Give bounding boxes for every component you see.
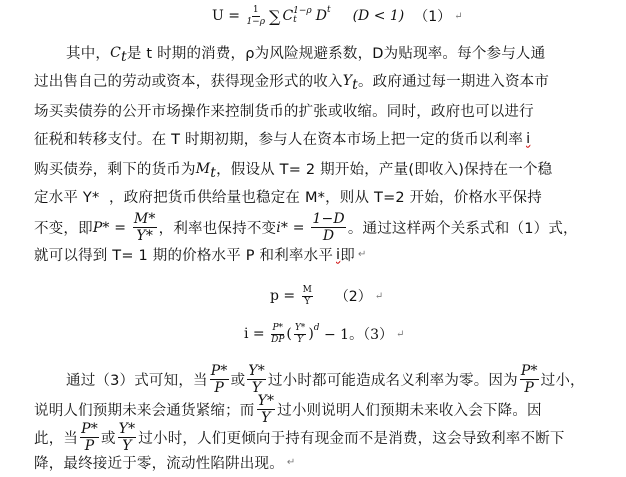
eq1-label: （1） (414, 9, 452, 25)
eq1-frac-num: 1 (252, 4, 259, 15)
eq3-paren-close: ) (308, 326, 314, 342)
text-run: 不变，即 (34, 221, 93, 237)
text-run: 定水平 Y* ，政府把货币供给量也稳定在 M*，则从 T=2 开始，价格水平保持 (34, 190, 542, 206)
text-run: 过小， (540, 373, 585, 389)
eq1-condition: (D < 1) (352, 8, 405, 24)
eq3-frac-num: Y* (294, 322, 306, 333)
eq2-label: （2） (334, 289, 372, 305)
text-run: 过小时，人们更倾向于持有现金而不是消费，这会导致利率不断下 (138, 431, 565, 447)
para1-line6 (34, 186, 542, 207)
math-fraction (520, 364, 539, 395)
math-i: i* = (276, 219, 310, 236)
math-sub: t (121, 48, 127, 65)
math-p: P* = (92, 219, 131, 236)
eq1-c-sub: t (293, 15, 297, 25)
text-run: 此，当 (34, 431, 79, 447)
para1-line1 (66, 42, 545, 63)
eq1-d-sup: t (326, 5, 331, 15)
frac-num: Y* (257, 393, 275, 409)
return-mark-icon: ↵ (374, 290, 384, 302)
eq2-fraction (302, 286, 313, 307)
return-mark-icon: ↵ (357, 249, 367, 260)
eq3-paren-open: ( (286, 326, 292, 342)
text-run: 购买债券，剩下的货币为 (34, 162, 196, 178)
para2-line3 (34, 422, 565, 453)
return-mark-icon: ↵ (286, 457, 296, 468)
eq1-c-scripts (293, 7, 312, 25)
eq2-frac-num: M (302, 284, 312, 295)
math-sub: t (210, 164, 217, 181)
eq2-lhs: p = (270, 288, 300, 304)
eq3-fraction-1 (271, 324, 284, 345)
frac-den: Y (251, 380, 262, 396)
text-run: 通过（3）式可知，当 (66, 373, 208, 389)
text-run: i (526, 130, 531, 147)
text-run: 过小时都可能造成名义利率为零。因为 (267, 373, 518, 389)
text-run: 或 (230, 373, 246, 389)
math-fraction (210, 364, 229, 395)
math-fraction (80, 422, 99, 453)
text-run: 说明人们预期未来会通货紧缩；而 (34, 403, 255, 419)
eq1-frac-den: 1−ρ (246, 16, 266, 27)
math-fraction (257, 394, 276, 425)
frac-num: P* (520, 363, 538, 379)
eq3-frac-den: DP (271, 334, 285, 345)
equation-1 (212, 2, 463, 30)
frac-num: P* (210, 363, 228, 379)
eq3-fraction-2 (294, 324, 306, 345)
frac-den: P (84, 438, 95, 454)
math-c: C (110, 44, 122, 61)
eq1-lhs: U (212, 8, 224, 24)
eq1-c: C (282, 8, 294, 24)
math-fraction (133, 212, 157, 243)
eq3-lhs: i = (244, 326, 270, 342)
eq1-c-sup: 1−ρ (293, 6, 312, 16)
para1-line4 (34, 128, 530, 149)
frac-num: M* (133, 211, 156, 227)
text-run: 。政府通过每一期进入资本市 (357, 74, 550, 90)
text-run: ，利率也保持不变 (158, 221, 277, 237)
text-run: 过小则说明人们预期未来收入会下降。因 (277, 403, 542, 419)
math-m: M (195, 160, 211, 177)
para1-line5 (34, 158, 552, 179)
text-run: 。通过这样两个关系式和（1）式， (347, 221, 578, 237)
eq2-frac-den: Y (304, 296, 311, 307)
text-run: i (336, 246, 341, 263)
text-run: 是 t 时期的消费，ρ为风险规避系数，D为贴现率。每个参与人通 (126, 46, 546, 62)
eq1-d: D (315, 8, 327, 24)
frac-num: 1−D (312, 211, 345, 227)
frac-den: D (322, 228, 335, 244)
equation-3 (244, 318, 404, 350)
eq1-sigma: ∑ (269, 6, 281, 26)
return-mark-icon: ↵ (396, 328, 405, 340)
para2-line2 (34, 394, 542, 425)
math-fraction (118, 422, 137, 453)
eq3-rest: − 1。（3） (319, 327, 393, 343)
para2-line1 (66, 364, 585, 395)
text-run: 场买卖债券的公开市场操作来控制货币的扩张或收缩。同时，政府也可以进行 (34, 104, 534, 120)
equation-2 (270, 282, 383, 310)
return-mark-icon: ↵ (454, 10, 463, 22)
para1-line8 (34, 244, 367, 265)
para1-line7 (34, 212, 578, 243)
text-run: 过出售自己的劳动或资本，获得现金形式的收入 (34, 74, 343, 90)
text-run: 其中， (66, 46, 111, 62)
math-fraction (247, 364, 266, 395)
eq1-equals: = (223, 8, 245, 24)
math-y: Y (342, 72, 353, 89)
frac-den: Y (261, 410, 271, 426)
para1-line3 (34, 100, 534, 121)
frac-den: P (214, 380, 224, 396)
eq3-frac-num: P* (272, 322, 284, 333)
frac-num: Y* (118, 421, 136, 437)
text-run: 就可以得到 T= 1 期的价格水平 P 和利率水平 (34, 248, 334, 264)
eq3-power: d (313, 323, 320, 333)
text-run: 征税和转移支付。在 T 时期初期，参与人在资本市场上把一定的货币以利率 (34, 132, 524, 148)
frac-den: Y* (136, 228, 154, 244)
frac-num: P* (81, 421, 98, 437)
text-run: 即 (340, 248, 355, 264)
text-run: 降，最终接近于零，流动性陷阱出现。 (34, 456, 284, 472)
frac-den: Y (122, 438, 132, 454)
math-fraction (311, 212, 345, 243)
math-sub: t (352, 76, 358, 93)
frac-num: Y* (248, 363, 265, 379)
para2-line4 (34, 452, 296, 473)
para1-line2 (34, 70, 549, 91)
text-run: 或 (100, 431, 116, 447)
frac-den: P (524, 380, 535, 396)
text-run: ，假设从 T= 2 期开始，产量(即收入)保持在一个稳 (216, 162, 553, 178)
eq1-fraction (246, 6, 265, 27)
eq3-frac-den: Y (297, 334, 304, 345)
